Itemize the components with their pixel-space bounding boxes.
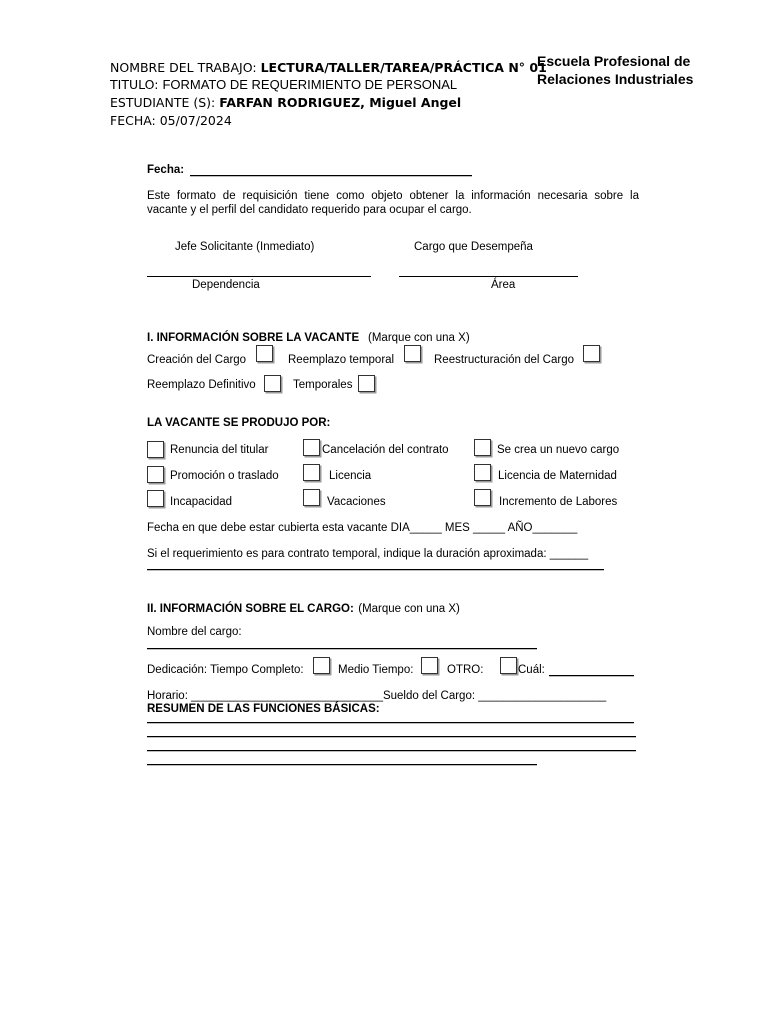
requerimiento-temporal-line: Si el requerimiento es para contrato temporal, indique la duración aproximada: ______ [147, 548, 589, 560]
intro-line-1: Este formato de requisición tiene como objeto obtener la información necesaria sobre la [147, 190, 639, 202]
student-value: FARFAN RODRIGUEZ, Miguel Angel [219, 95, 462, 110]
medio-tiempo-checkbox[interactable] [421, 657, 438, 674]
temporales-checkbox[interactable] [358, 375, 375, 392]
title-line [110, 77, 457, 92]
student-line [110, 95, 461, 110]
dependencia-label: Dependencia [192, 279, 260, 291]
reestructuracion-checkbox[interactable] [583, 345, 600, 362]
section-1-note: (Marque con una X) [368, 332, 470, 344]
resumen-line[interactable] [147, 764, 537, 765]
cancelacion-checkbox[interactable] [303, 439, 320, 456]
section-1-heading [147, 328, 470, 346]
tiempo-completo-checkbox[interactable] [313, 657, 330, 674]
renuncia-checkbox[interactable] [147, 441, 164, 458]
jefe-solicitante-label: Jefe Solicitante (Inmediato) [175, 241, 315, 253]
creacion-label: Creación del Cargo [147, 354, 247, 366]
vacaciones-label: Vacaciones [327, 496, 386, 508]
resumen-line[interactable] [147, 722, 634, 723]
vacante-heading: LA VACANTE SE PRODUJO POR: [147, 417, 331, 429]
reemplazo-definitivo-label: Reemplazo Definitivo [147, 379, 256, 391]
job-name-line [110, 60, 547, 75]
job-name-value: LECTURA/TALLER/TAREA/PRÁCTICA N° 01 [260, 60, 547, 75]
reestructuracion-label: Reestructuración del Cargo [434, 354, 574, 366]
fecha-label: Fecha: [147, 164, 185, 176]
renuncia-label: Renuncia del titular [170, 444, 269, 456]
incapacidad-label: Incapacidad [170, 496, 233, 508]
institution-name-line1: Escuela Profesional de [537, 53, 691, 69]
section-2-title: II. INFORMACIÓN SOBRE EL CARGO: [147, 603, 354, 615]
resumen-line[interactable] [147, 750, 636, 751]
intro-line-2: vacante y el perfil del candidato requerido para ocupar el cargo. [147, 204, 472, 216]
otro-label: OTRO: [447, 664, 484, 676]
cual-label: Cuál: [518, 664, 545, 676]
promocion-checkbox[interactable] [147, 466, 164, 483]
area-label: Área [491, 279, 516, 291]
cancelacion-label: Cancelación del contrato [322, 444, 449, 456]
institution-name-line2: Relaciones Industriales [537, 71, 694, 87]
creacion-checkbox[interactable] [256, 345, 273, 362]
maternidad-label: Licencia de Maternidad [498, 470, 617, 482]
fecha-cubierta-line: Fecha en que debe estar cubierta esta vacante DIA_____ MES _____ AÑO_______ [147, 522, 578, 534]
dependencia-field-line[interactable] [147, 276, 371, 277]
section-2-heading [147, 599, 460, 617]
title-label: TITULO: [110, 77, 163, 92]
medio-tiempo-label: Medio Tiempo: [338, 664, 414, 676]
title-value: FORMATO DE REQUERIMIENTO DE PERSONAL [162, 77, 458, 92]
cargo-desempena-label: Cargo que Desempeña [414, 241, 533, 253]
promocion-label: Promoción o traslado [170, 470, 279, 482]
temporales-label: Temporales [293, 379, 353, 391]
licencia-label: Licencia [329, 470, 372, 482]
nuevo-cargo-checkbox[interactable] [474, 439, 491, 456]
incremento-checkbox[interactable] [474, 489, 491, 506]
nuevo-cargo-label: Se crea un nuevo cargo [497, 444, 620, 456]
requerimiento-temporal-field-line[interactable] [147, 569, 604, 570]
incapacidad-checkbox[interactable] [147, 490, 164, 507]
horario-sueldo-line: Horario: ______________________________Sueldo del Cargo: ____________________ [147, 690, 607, 702]
section-1-title: I. INFORMACIÓN SOBRE LA VACANTE [147, 332, 360, 344]
otro-checkbox[interactable] [500, 657, 517, 674]
reemplazo-temporal-checkbox[interactable] [404, 345, 421, 362]
maternidad-checkbox[interactable] [474, 464, 491, 481]
job-name-label: NOMBRE DEL TRABAJO: [110, 60, 261, 75]
date-line: FECHA: 05/07/2024 [110, 113, 232, 128]
area-field-line[interactable] [399, 276, 578, 277]
licencia-checkbox[interactable] [303, 464, 320, 481]
dedicacion-label: Dedicación: Tiempo Completo: [147, 664, 304, 676]
section-2-note: (Marque con una X) [358, 603, 460, 615]
fecha-field-line[interactable] [190, 175, 472, 176]
reemplazo-temporal-label: Reemplazo temporal [288, 354, 395, 366]
cual-field-line[interactable] [549, 675, 634, 676]
vacaciones-checkbox[interactable] [303, 489, 320, 506]
nombre-cargo-label: Nombre del cargo: [147, 626, 242, 638]
resumen-heading: RESUMEN DE LAS FUNCIONES BÁSICAS: [147, 703, 380, 715]
incremento-label: Incremento de Labores [499, 496, 618, 508]
resumen-line[interactable] [147, 736, 636, 737]
student-label: ESTUDIANTE (S): [110, 95, 220, 110]
nombre-cargo-field-line[interactable] [147, 648, 537, 649]
reemplazo-definitivo-checkbox[interactable] [264, 375, 281, 392]
